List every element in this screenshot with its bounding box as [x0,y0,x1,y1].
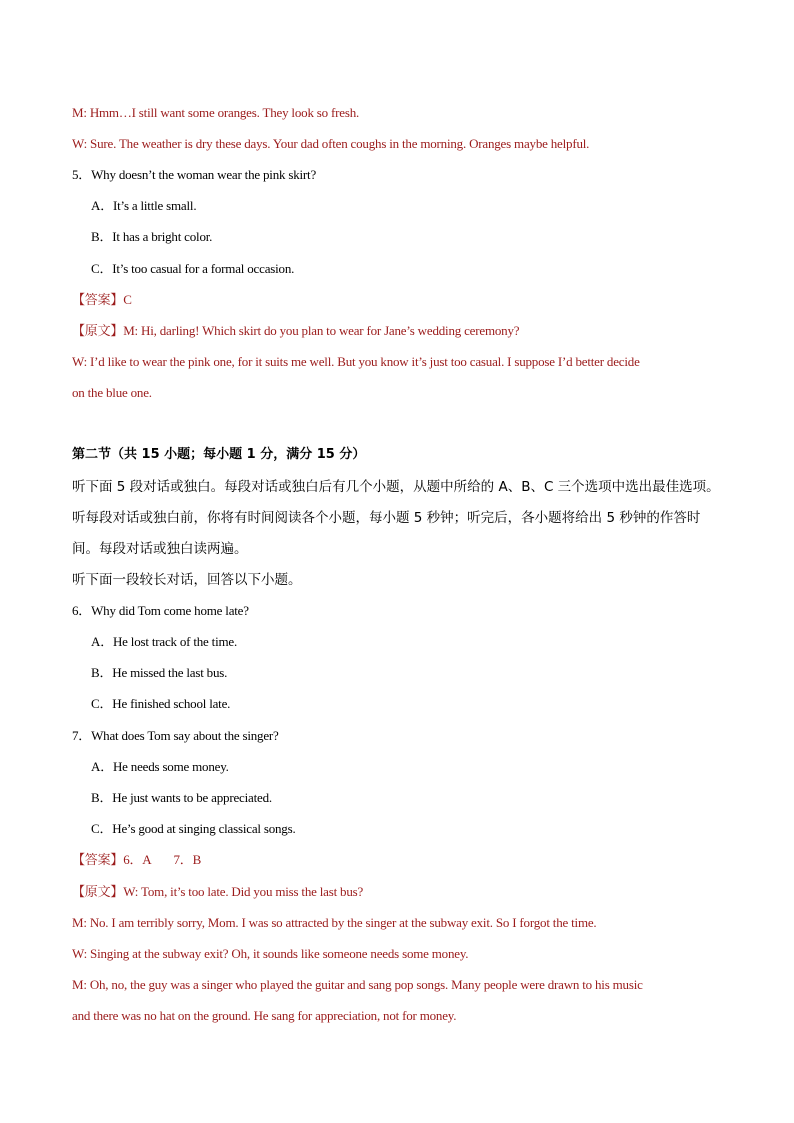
script-line: W: Singing at the subway exit? Oh, it sounds like someone needs some money. [72,946,469,961]
answer-line-5 [72,291,732,310]
script-tag: 【原文】 [72,324,124,339]
script-line: W: I’d like to wear the pink one, for it suits me well. But you know it’s just too casual. I suppose I’d better decide [72,354,640,369]
question-7-option-c: C．He’s good at singing classical songs. [91,821,296,836]
script-text: W: Tom, it’s too late. Did you miss the last bus? [123,884,364,899]
question-6-option-b: B．He missed the last bus. [91,665,228,680]
answer-tag: 【答案】 [72,853,124,868]
instruction-line: 听下面一段较长对话，回答以下小题。 [72,572,302,588]
question-7-option-b: B．He just wants to be appreciated. [91,790,272,805]
question-6-option-c: C．He finished school late. [91,696,231,711]
question-6-option-a: A．He lost track of the time. [91,634,238,649]
script-line: and there was no hat on the ground. He sang for appreciation, not for money. [72,1008,457,1023]
script-line [72,322,732,341]
answer-tag: 【答案】 [72,293,124,308]
script-line [72,883,732,902]
question-7: 7．What does Tom say about the singer? [72,728,279,743]
script-tag: 【原文】 [72,885,124,900]
instruction-line: 听下面 5 段对话或独白。每段对话或独白后有几个小题，从题中所给的 A、B、C 三个选项中选出最佳选项。 [72,479,720,495]
question-5-option-b: B．It has a bright color. [91,229,213,244]
question-7-option-a: A．He needs some money. [91,759,229,774]
script-line: M: No. I am terribly sorry, Mom. I was so attracted by the singer at the subway exit. So I forgot the time. [72,915,597,930]
script-line: M: Oh, no, the guy was a singer who played the guitar and sang pop songs. Many people were drawn to his music [72,977,643,992]
answer-6: 6．A [123,852,152,867]
dialogue-line: W: Sure. The weather is dry these days. Your dad often coughs in the morning. Oranges maybe helpful. [72,136,590,151]
question-6: 6．Why did Tom come home late? [72,603,249,618]
question-5-option-a: A．It’s a little small. [91,198,197,213]
script-text: M: Hi, darling! Which skirt do you plan to wear for Jane’s wedding ceremony? [123,323,520,338]
answer-7: 7．B [173,852,202,867]
instruction-line: 间。每段对话或独白读两遍。 [72,541,248,557]
answer-line-6-7 [72,851,732,870]
section-heading: 第二节（共 15 小题；每小题 1 分，满分 15 分） [72,447,366,462]
dialogue-line: M: Hmm…I still want some oranges. They look so fresh. [72,105,360,120]
instruction-line: 听每段对话或独白前，你将有时间阅读各个小题，每小题 5 秒钟；听完后，各小题将给出 5 秒钟的作答时 [72,510,701,526]
answer-value: C [123,292,132,307]
question-5: 5．Why doesn’t the woman wear the pink skirt? [72,167,317,182]
question-5-option-c: C．It’s too casual for a formal occasion. [91,261,295,276]
script-line: on the blue one. [72,385,152,400]
